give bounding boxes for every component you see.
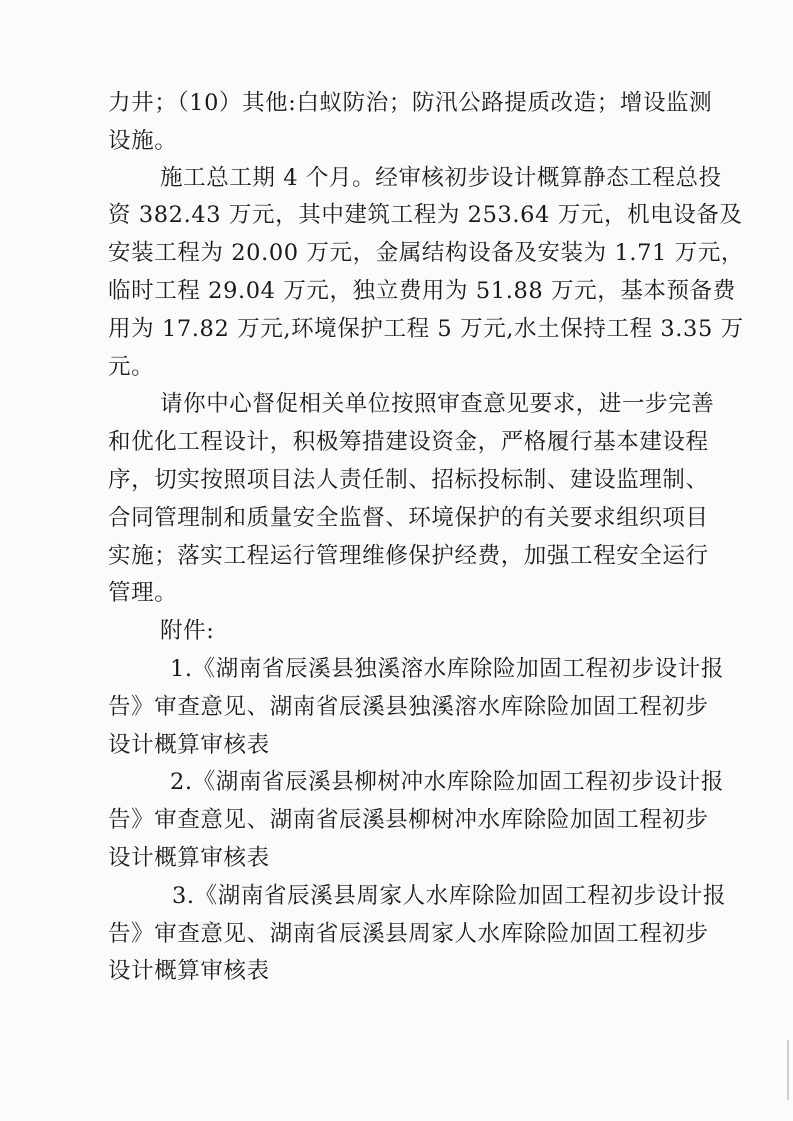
attachment-item-3: 3.《湖南省辰溪县周家人水库除险加固工程初步设计报 [172,883,726,909]
attachment-heading: 附件: [160,618,215,644]
paragraph-first-line: 请你中心督促相关单位按照审查意见要求，进一步完善 [160,391,715,417]
text-line: 和优化工程设计，积极筹措建设资金，严格履行基本建设程 [108,429,709,455]
scan-edge-mark [787,1040,789,1100]
text-line: 安装工程为 20.00 万元，金属结构设备及安装为 1.71 万元， [108,240,745,266]
text-line: 设施。 [108,128,178,154]
text-line: 告》审查意见、湖南省辰溪县独溪溶水库除险加固工程初步 [108,694,709,720]
text-line: 序，切实按照项目法人责任制、招标投标制、建设监理制、 [108,467,709,493]
text-line: 设计概算审核表 [108,958,270,984]
text-line: 设计概算审核表 [108,845,270,871]
text-line: 元。 [108,354,155,380]
text-line: 实施；落实工程运行管理维修保护经费，加强工程安全运行 [108,543,709,569]
text-line: 告》审查意见、湖南省辰溪县柳树冲水库除险加固工程初步 [108,807,709,833]
text-line: 力井；（10）其他:白蚁防治；防汛公路提质改造；增设监测 [108,90,713,116]
attachment-item-1: 1.《湖南省辰溪县独溪溶水库除险加固工程初步设计报 [170,656,724,682]
paragraph-first-line: 施工总工期 4 个月。经审核初步设计概算静态工程总投 [160,165,722,191]
text-line: 临时工程 29.04 万元，独立费用为 51.88 万元，基本预备费 [108,278,736,304]
text-line: 资 382.43 万元，其中建筑工程为 253.64 万元，机电设备及 [108,202,743,228]
text-line: 告》审查意见、湖南省辰溪县周家人水库除险加固工程初步 [108,921,709,947]
text-line: 设计概算审核表 [108,732,270,758]
text-line: 合同管理制和质量安全监督、环境保护的有关要求组织项目 [108,505,709,531]
text-line: 用为 17.82 万元,环境保护工程 5 万元,水土保持工程 3.35 万 [108,316,744,342]
text-line: 管理。 [108,580,178,606]
attachment-item-2: 2.《湖南省辰溪县柳树冲水库除险加固工程初步设计报 [170,769,724,795]
